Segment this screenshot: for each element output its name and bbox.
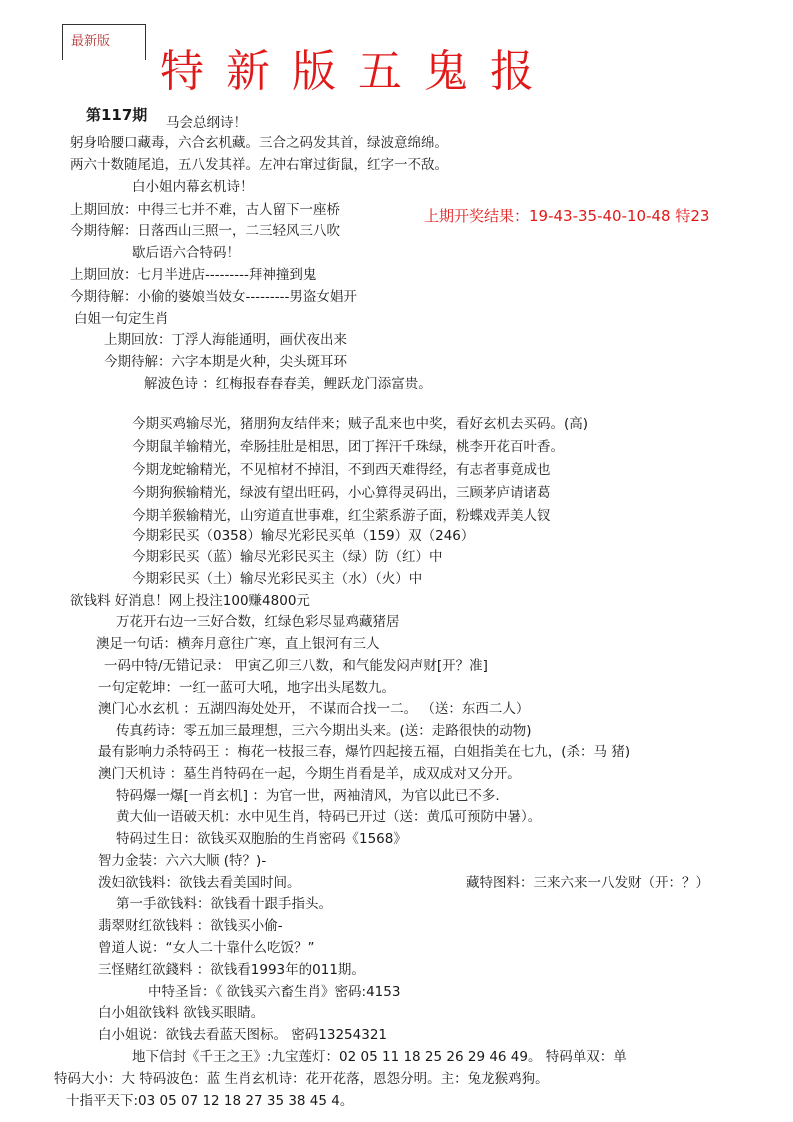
text-line: 白小姐欲钱料 欲钱买眼睛。 [98, 1005, 265, 1021]
text-line: 澳门天机诗 ：墓生肖特码在一起，今期生肖看是羊，成双成对又分开。 [98, 766, 521, 782]
text-line: 地下信封《千王之王》:九宝莲灯：02 05 11 18 25 26 29 46 49。 特码单双：单 [132, 1049, 627, 1065]
text-line: 躬身哈腰口藏毒，六合玄机藏。三合之码发其首，绿波意绵绵。 [70, 135, 448, 151]
last-draw-result: 上期开奖结果：19-43-35-40-10-48 特23 [424, 207, 710, 225]
text-line: 白小姐说：欲钱去看蓝天图标。 密码13254321 [98, 1027, 388, 1043]
text-line: 十指平天下:03 05 07 12 18 27 35 38 45 4。 [66, 1093, 354, 1109]
text-line: 第一手欲钱料：欲钱看十跟手指头。 [116, 896, 332, 912]
text-line: 今期待解：日落西山三照一，二三轻风三八吹 [70, 223, 340, 239]
text-line: 今期狗猴输精光，绿波有望出旺码，小心算得灵码出，三顾茅庐请诸葛 [132, 485, 551, 501]
text-line: 曾道人说：“女人二十靠什么吃饭？” [98, 940, 315, 956]
text-line: 万花开右边一三好合数，红绿色彩尽显鸡藏猪居 [116, 614, 400, 630]
text-line: 泼妇欲钱料：欲钱去看美国时间。 [98, 875, 301, 891]
text-line: 上期回放：中得三七并不难，古人留下一座桥 [70, 202, 340, 218]
text-line: 歇后语六合特码！ [132, 245, 240, 261]
text-line: 特码大小：大 特码波色：蓝 生肖玄机诗：花开花落，恩怨分明。主：兔龙猴鸡狗。 [54, 1071, 549, 1087]
issue-number: 第117期 [86, 106, 148, 124]
text-line: 澳门心水玄机 ：五湖四海处处开， 不谋而合找一二。 （送：东西二人） [98, 701, 530, 717]
text-line: 翡翠财红欲钱料 ：欲钱买小偷- [98, 918, 283, 934]
text-line: 今期彩民买（蓝）输尽光彩民买主（绿）防（红）中 [132, 549, 443, 565]
text-line: 两六十数随尾追，五八发其祥。左冲右窜过街鼠，红字一不敌。 [70, 157, 448, 173]
text-line: 三怪赌红欲錢料 ：欲钱看1993年的011期。 [98, 962, 365, 978]
page-title: 特新版五鬼报 [160, 46, 556, 97]
text-line: 最有影响力杀特码王 ：梅花一枝报三春，爆竹四起接五福，白姐指美在七九，(杀：马 猪) [98, 744, 631, 760]
text-line: 黄大仙一语破天机：水中见生肖，特码已开过（送：黄瓜可预防中暑）。 [116, 809, 542, 825]
edition-badge-label: 最新版 [71, 34, 111, 49]
text-line: 今期买鸡输尽光，猪朋狗友结伴来；贼子乱来也中奖，看好玄机去买码。(高) [132, 416, 589, 432]
edition-badge [62, 24, 146, 60]
text-line: 上期回放：丁浮人海能通明，画伏夜出来 [104, 332, 347, 348]
text-line: 特码爆一爆[一肖玄机] ：为官一世，两袖清风，为官以此已不多. [116, 788, 500, 804]
text-line: 今期羊猴输精光，山穷道直世事难，红尘萦系游子面，粉蝶戏弄美人钗 [132, 508, 551, 524]
text-line: 解波色诗 ：红梅报春春春美，鲤跃龙门添富贵。 [144, 376, 432, 392]
text-line: 特码过生日：欲钱买双胞胎的生肖密码《1568》 [116, 831, 407, 847]
text-line: 今期龙蛇输精光，不见棺材不掉泪，不到西天难得经，有志者事竟成也 [132, 462, 551, 478]
text-line: 今期鼠羊输精光，牵肠挂肚是相思，团丁挥汗千珠绿，桃李开花百叶香。 [132, 439, 564, 455]
text-line: 澳足一句话：横奔月意往广寒，直上银河有三人 [96, 636, 380, 652]
text-line: 传真药诗：零五加三最理想，三六今期出头来。(送：走路很快的动物) [116, 723, 532, 739]
text-line: 藏特图料：三来六来一八发财（开：？） [466, 875, 709, 891]
text-line: 一句定乾坤：一红一蓝可大吼，地字出头尾数九。 [98, 680, 395, 696]
text-line: 今期彩民买（土）输尽光彩民买主（水）（火）中 [132, 571, 423, 587]
text-line: 今期彩民买（0358）输尽光彩民买单（159）双（246） [132, 528, 475, 544]
text-line: 欲钱料 好消息！网上投注100赚4800元 [70, 593, 310, 609]
text-line: 今期待解：六字本期是火种，尖头斑耳环 [104, 354, 347, 370]
text-line: 白小姐内幕玄机诗！ [132, 179, 254, 195]
text-line: 马会总纲诗！ [166, 115, 247, 131]
text-line: 今期待解：小偷的婆娘当妓女---------男盗女娼开 [70, 289, 357, 305]
text-line: 智力金装：六六大顺 (特？)- [98, 853, 267, 869]
text-line: 上期回放：七月半进店---------拜神撞到鬼 [70, 267, 317, 283]
text-line: 一码中特/无错记录： 甲寅乙卯三八数，和气能发闷声财[开？准] [104, 658, 488, 674]
text-line: 中特圣旨：《 欲钱买六畜生肖》密码:4153 [148, 984, 401, 1000]
text-line: 白姐一句定生肖 [74, 311, 169, 327]
